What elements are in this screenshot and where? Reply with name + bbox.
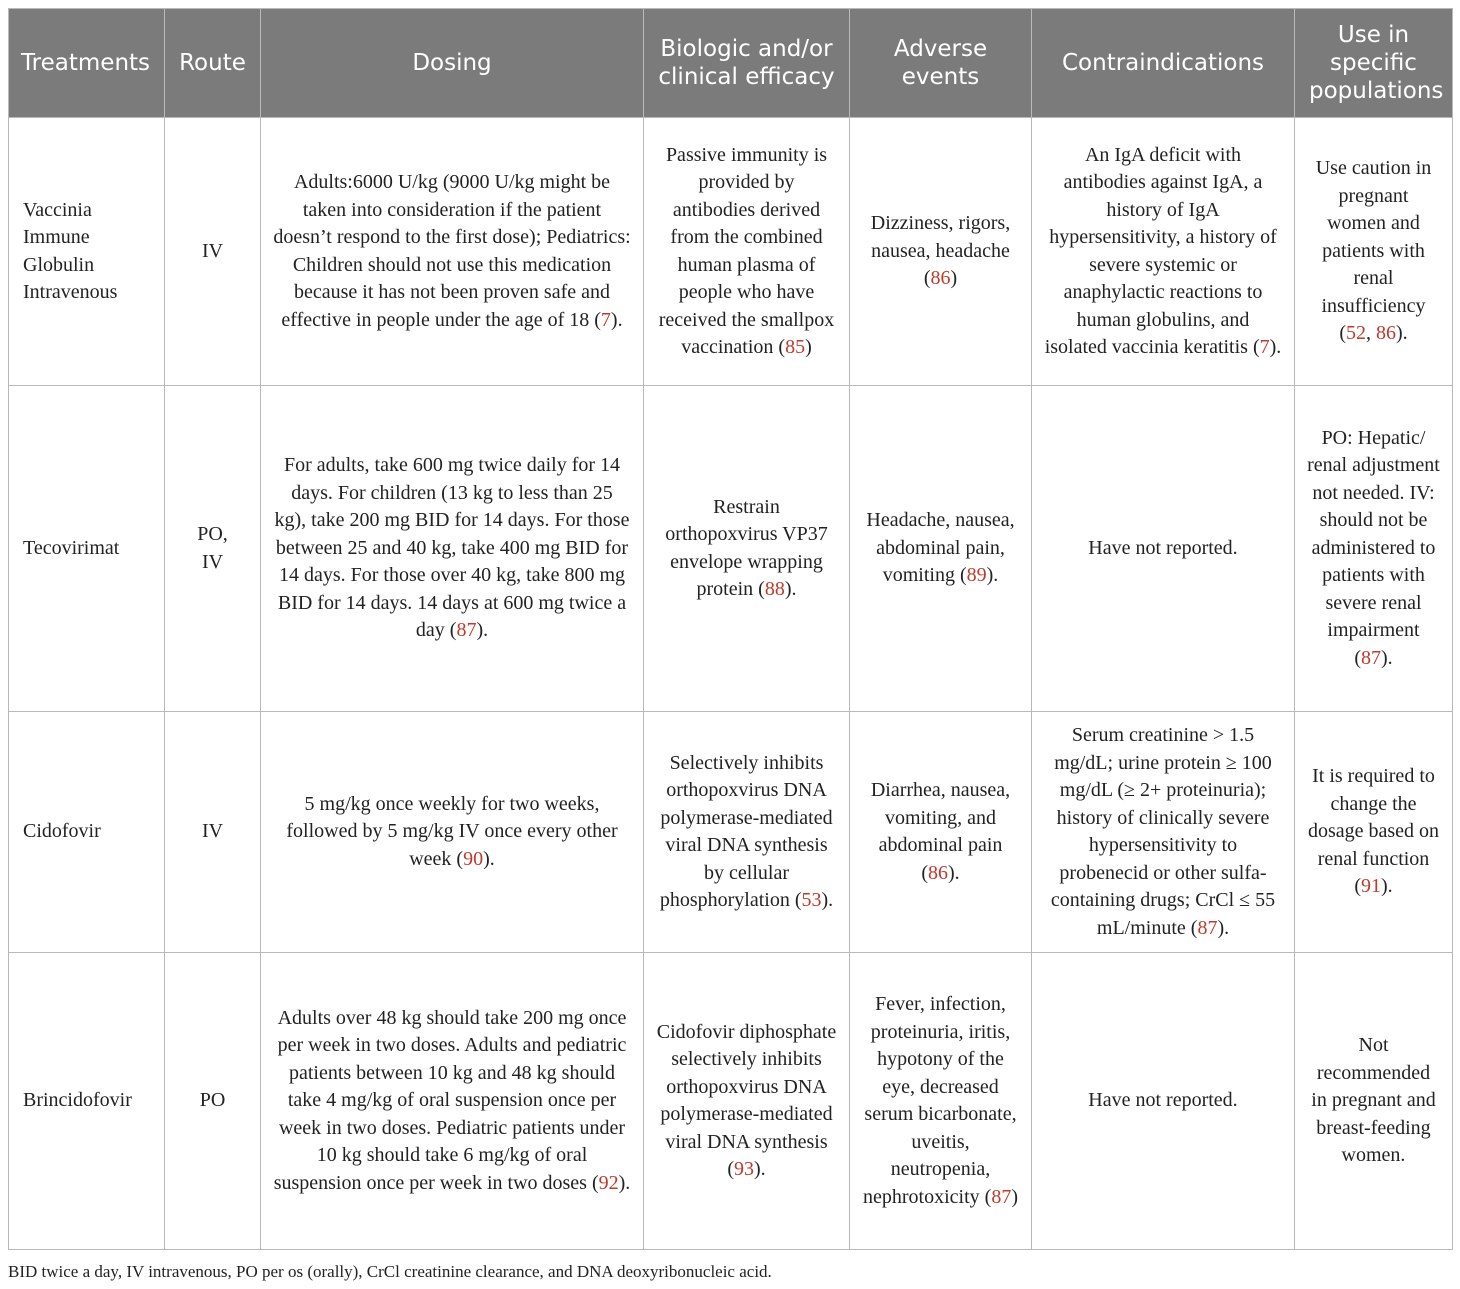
header-contraindications: Contraindications [1032, 9, 1295, 118]
route-cell: IV [165, 712, 261, 953]
cell-text: ). [1381, 646, 1393, 669]
cell-text: Use caution in pregnant women and patients with renal insufficiency ( [1315, 157, 1432, 345]
cell-text: Have not reported. [1088, 1089, 1238, 1112]
header-treatments: Treatments [9, 9, 165, 118]
efficacy-cell [644, 386, 850, 712]
header-efficacy: Biologic and/or clinical efficacy [644, 9, 850, 118]
reference-link[interactable]: 85 [785, 336, 806, 358]
adverse-events-cell [850, 386, 1032, 712]
header-adverse-events: Adverse events [850, 9, 1032, 118]
treatment-name: Tecovirimat [9, 386, 165, 712]
cell-text: ) [805, 336, 812, 358]
contraindications-cell [1032, 953, 1295, 1250]
reference-link[interactable]: 7 [1259, 336, 1270, 358]
cell-text: Fever, infection, proteinuria, iritis, hypotony of the eye, decreased serum bicarbonate, uveitis, neutropenia, nephrotoxicity ( [863, 993, 1017, 1208]
adverse-events-cell [850, 118, 1032, 386]
reference-link[interactable]: 87 [1361, 646, 1381, 669]
populations-cell [1295, 712, 1453, 953]
reference-link[interactable]: 86 [1376, 322, 1396, 345]
reference-link[interactable]: 90 [463, 847, 484, 870]
cell-text: , [1366, 322, 1376, 345]
dosing-cell [261, 953, 644, 1250]
reference-link[interactable]: 86 [928, 861, 948, 884]
cell-text: ). [610, 308, 623, 331]
treatment-name: Brincidofovir [9, 953, 165, 1250]
treatments-table-container [8, 8, 1452, 1250]
populations-cell [1295, 953, 1453, 1250]
table-row [9, 386, 1453, 712]
efficacy-cell [644, 118, 850, 386]
table-row [9, 953, 1453, 1250]
cell-text: ) [950, 267, 958, 290]
contraindications-cell [1032, 712, 1295, 953]
cell-text: Restrain orthopoxvirus VP37 envelope wrapping protein ( [665, 495, 828, 600]
treatment-name: Vaccinia Immune Globulin Intravenous [9, 118, 165, 386]
reference-link[interactable]: 52 [1346, 322, 1366, 345]
cell-text: For adults, take 600 mg twice daily for 14 days. For children (13 kg to less than 25 kg), take 200 mg BID for 14 days. For those between 25 and 40 kg, take 400 mg BID for 14 days. For those over 40 kg, take 800 mg BID for 14 days. 14 days at 600 mg twice a day ( [274, 454, 630, 642]
dosing-cell [261, 386, 644, 712]
dosing-cell [261, 118, 644, 386]
cell-text: Cidofovir diphosphate selectively inhibits orthopoxvirus DNA polymerase-mediated viral DNA synthesis ( [656, 1020, 837, 1180]
cell-text: ). [784, 578, 797, 600]
table-row [9, 118, 1453, 386]
cell-text: ). [821, 889, 834, 911]
dosing-cell [261, 712, 644, 953]
efficacy-cell [644, 953, 850, 1250]
cell-text: ). [1396, 322, 1408, 345]
reference-link[interactable]: 92 [598, 1171, 619, 1194]
route-cell: PO, IV [165, 386, 261, 712]
reference-link[interactable]: 7 [600, 308, 611, 331]
reference-link[interactable]: 86 [930, 267, 951, 290]
contraindications-cell [1032, 118, 1295, 386]
cell-text: ). [618, 1171, 631, 1194]
header-specific-populations: Use in specific populations [1295, 9, 1453, 118]
route-cell: IV [165, 118, 261, 386]
cell-text: An IgA deficit with antibodies against IgA, a history of IgA hypersensitivity, a history of severe systemic or anaphylactic reactions to human globulins, and isolated vaccinia keratitis ( [1044, 143, 1277, 358]
cell-text: ). [1269, 336, 1282, 358]
cell-text: ). [1217, 916, 1230, 939]
cell-text: ). [483, 847, 495, 870]
cell-text: ). [948, 861, 960, 884]
header-dosing: Dosing [261, 9, 644, 118]
efficacy-cell [644, 712, 850, 953]
cell-text: Selectively inhibits orthopoxvirus DNA polymerase-mediated viral DNA synthesis by cellular phosphorylation ( [659, 751, 833, 911]
cell-text: Adults over 48 kg should take 200 mg once per week in two doses. Adults and pediatric patients between 10 kg and 48 kg should take 4 mg/kg of oral suspension once per week in two doses. Pediatric patients under 10 kg should take 6 mg/kg of oral suspension once per week in two doses ( [273, 1006, 627, 1194]
contraindications-cell [1032, 386, 1295, 712]
route-cell: PO [165, 953, 261, 1250]
adverse-events-cell [850, 953, 1032, 1250]
cell-text: ). [754, 1158, 766, 1180]
adverse-events-cell [850, 712, 1032, 953]
cell-text: ). [1381, 875, 1393, 898]
populations-cell [1295, 118, 1453, 386]
table-footnote: BID twice a day, IV intravenous, PO per os (orally), CrCl creatinine clearance, and DNA deoxyribonucleic acid. [8, 1262, 772, 1281]
reference-link[interactable]: 88 [764, 578, 785, 600]
table-row [9, 712, 1453, 953]
reference-link[interactable]: 91 [1361, 875, 1381, 898]
cell-text: Not recommended in pregnant and breast-feeding women. [1311, 1034, 1436, 1167]
cell-text: ). [986, 564, 999, 587]
cell-text: Headache, nausea, abdominal pain, vomiting ( [866, 509, 1015, 587]
cell-text: 5 mg/kg once weekly for two weeks, followed by 5 mg/kg IV once every other week ( [286, 792, 618, 870]
cell-text: PO: Hepatic/ renal adjustment not needed. IV: should not be administered to patients with severe renal impairment ( [1307, 426, 1440, 669]
cell-text: Diarrhea, nausea, vomiting, and abdominal pain ( [870, 779, 1011, 884]
cell-text: Have not reported. [1088, 536, 1238, 559]
cell-text: Passive immunity is provided by antibodies derived from the combined human plasma of people who have received the smallpox vaccination ( [658, 143, 835, 358]
reference-link[interactable]: 93 [734, 1158, 754, 1180]
reference-link[interactable]: 89 [966, 564, 987, 587]
populations-cell [1295, 386, 1453, 712]
cell-text: It is required to change the dosage based on renal function ( [1307, 765, 1440, 898]
treatments-table [8, 8, 1453, 1250]
treatment-name: Cidofovir [9, 712, 165, 953]
reference-link[interactable]: 53 [801, 889, 822, 911]
table-header-row [9, 9, 1453, 118]
cell-text: ). [476, 619, 489, 642]
reference-link[interactable]: 87 [456, 619, 477, 642]
cell-text: Serum creatinine > 1.5 mg/dL; urine protein ≥ 100 mg/dL (≥ 2+ proteinuria); history of clinically severe hypersensitivity to probenecid or other sulfa-containing drugs; CrCl ≤ 55 mL/minute ( [1050, 724, 1276, 939]
header-route: Route [165, 9, 261, 118]
reference-link[interactable]: 87 [1197, 916, 1218, 939]
cell-text: Adults:6000 U/kg (9000 U/kg might be taken into consideration if the patient doesn’t respond to the first dose); Pediatrics: Children should not use this medication because it has not been proven safe and effective in people under the age of 18 ( [273, 171, 631, 331]
cell-text: Dizziness, rigors, nausea, headache ( [870, 212, 1011, 290]
cell-text: ) [1011, 1185, 1018, 1208]
reference-link[interactable]: 87 [991, 1185, 1012, 1208]
